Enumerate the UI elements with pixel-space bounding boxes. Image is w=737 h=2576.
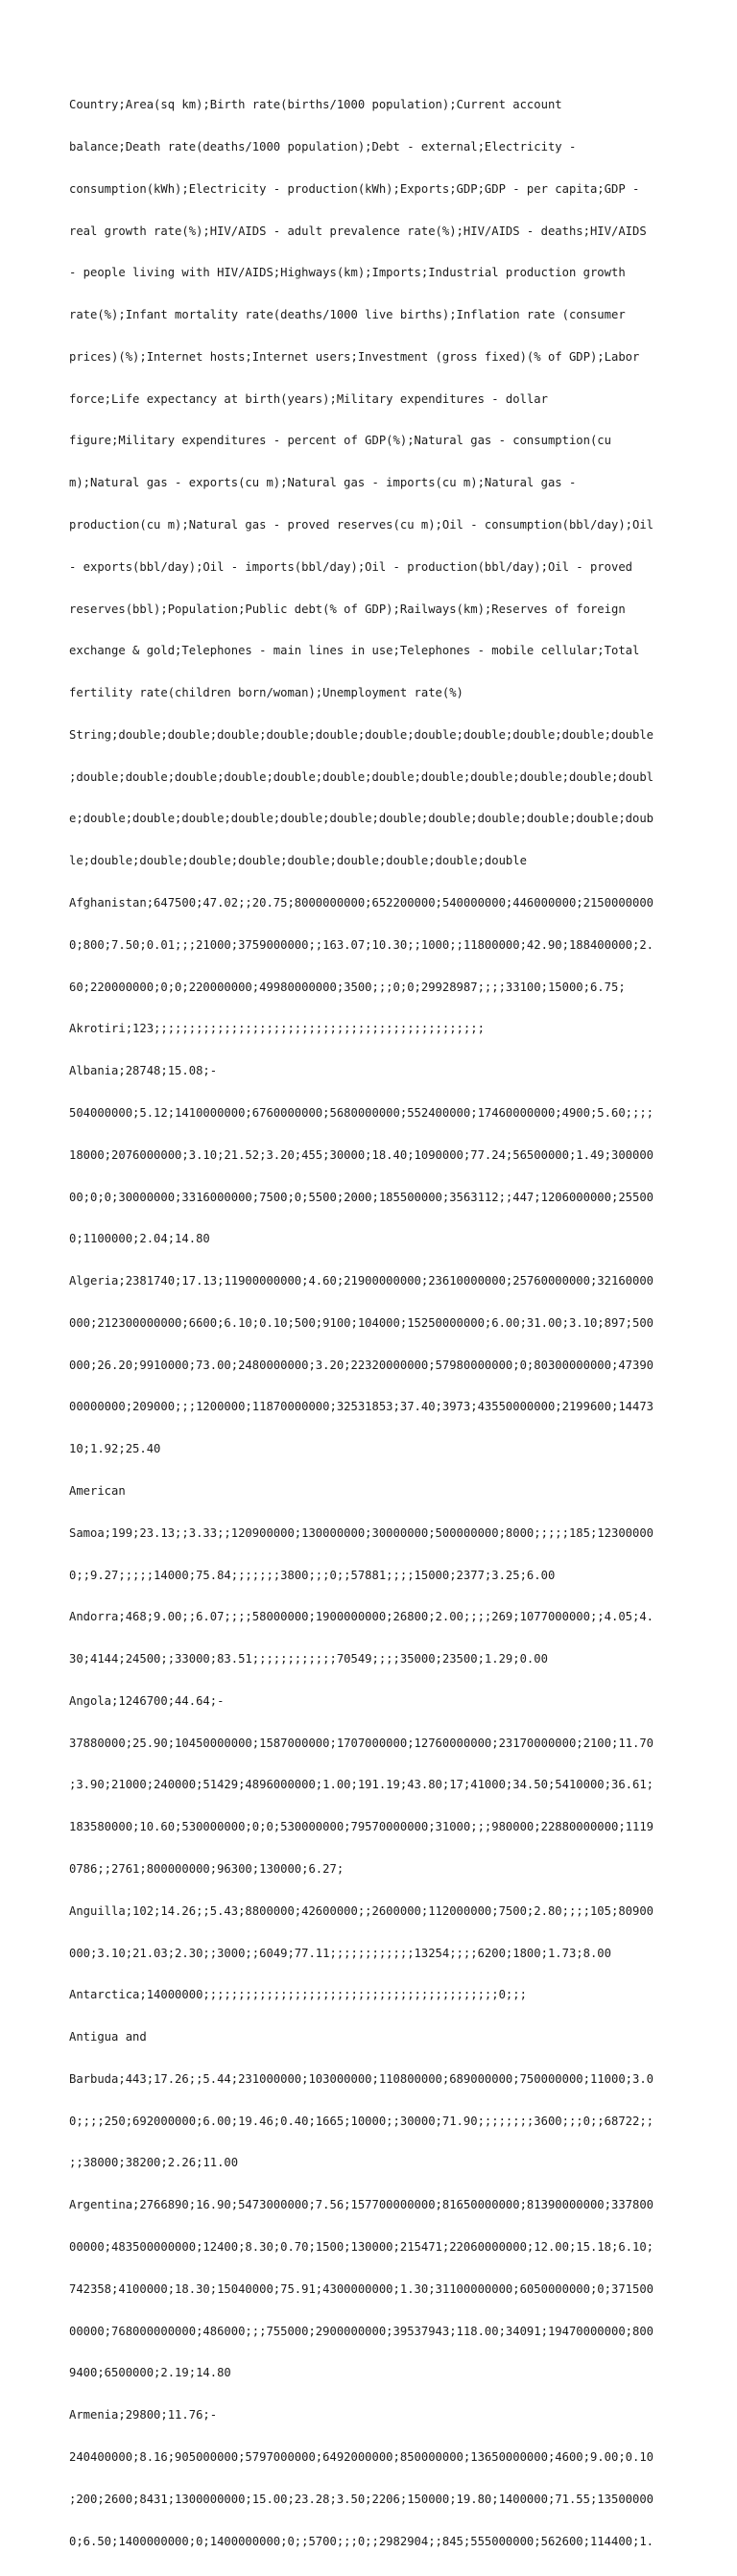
text-line: 00000000;209000;;;1200000;11870000000;32531853;37.40;3973;43550000000;2199600;14473: [69, 1400, 654, 1414]
text-line: m);Natural gas - exports(cu m);Natural gas - imports(cu m);Natural gas -: [69, 476, 577, 490]
text-line: Antigua and: [69, 2030, 147, 2044]
text-line: ;;38000;38200;2.26;11.00: [69, 2156, 239, 2170]
text-line: Albania;28748;15.08;-: [69, 1064, 218, 1078]
csv-text-block: [69, 70, 672, 2576]
text-line: 183580000;10.60;530000000;0;0;530000000;79570000000;31000;;;980000;22880000000;1119: [69, 1820, 654, 1834]
text-line: String;double;double;double;double;double;double;double;double;double;double;double: [69, 727, 654, 742]
text-line: 00;0;0;30000000;3316000000;7500;0;5500;2000;185500000;3563112;;447;1206000000;25500: [69, 1190, 654, 1204]
text-line: ;3.90;21000;240000;51429;4896000000;1.00;191.19;43.80;17;41000;34.50;5410000;36.61;: [69, 1778, 654, 1792]
text-line: exchange & gold;Telephones - main lines in use;Telephones - mobile cellular;Total: [69, 644, 640, 658]
text-line: Angola;1246700;44.64;-: [69, 1693, 225, 1708]
text-line: Samoa;199;23.13;;3.33;;120900000;130000000;30000000;500000000;8000;;;;;185;12300000: [69, 1525, 654, 1540]
text-line: Barbuda;443;17.26;;5.44;231000000;103000000;110800000;689000000;750000000;11000;3.0: [69, 2071, 654, 2086]
text-line: 60;220000000;0;0;220000000;49980000000;3500;;;0;0;29928987;;;;33100;15000;6.75;: [69, 980, 626, 994]
text-line: 00000;483500000000;12400;8.30;0.70;1500;130000;215471;22060000000;12.00;15.18;6.10;: [69, 2240, 654, 2255]
text-line: Argentina;2766890;16.90;5473000000;7.56;157700000000;81650000000;81390000000;337800: [69, 2198, 654, 2212]
text-line: 00000;768000000000;486000;;;755000;2900000000;39537943;118.00;34091;19470000000;800: [69, 2324, 654, 2338]
text-line: Algeria;2381740;17.13;11900000000;4.60;21900000000;23610000000;25760000000;32160000: [69, 1274, 654, 1288]
text-line: production(cu m);Natural gas - proved reserves(cu m);Oil - consumption(bbl/day);Oil: [69, 518, 654, 532]
text-line: 0;;;;250;692000000;6.00;19.46;0.40;1665;10000;;30000;71.90;;;;;;;;3600;;;0;;68722;;: [69, 2114, 654, 2128]
text-line: American: [69, 1483, 126, 1498]
text-line: rate(%);Infant mortality rate(deaths/1000 live births);Inflation rate (consumer: [69, 308, 626, 322]
text-line: figure;Military expenditures - percent of GDP(%);Natural gas - consumption(cu: [69, 434, 611, 448]
text-line: 0;;9.27;;;;;14000;75.84;;;;;;;3800;;;0;;57881;;;;15000;2377;3.25;6.00: [69, 1568, 556, 1582]
text-line: 000;3.10;21.03;2.30;;3000;;6049;77.11;;;;;;;;;;;;13254;;;;6200;1800;1.73;8.00: [69, 1946, 611, 1960]
text-line: - exports(bbl/day);Oil - imports(bbl/day);Oil - production(bbl/day);Oil - proved: [69, 559, 632, 574]
text-line: force;Life expectancy at birth(years);Military expenditures - dollar: [69, 391, 548, 406]
text-line: real growth rate(%);HIV/AIDS - adult prevalence rate(%);HIV/AIDS - deaths;HIV/AIDS: [69, 224, 647, 238]
text-line: prices)(%);Internet hosts;Internet users;Investment (gross fixed)(% of GDP);Labor: [69, 349, 640, 364]
text-line: e;double;double;double;double;double;double;double;double;double;double;double;doub: [69, 812, 654, 826]
text-line: consumption(kWh);Electricity - production(kWh);Exports;GDP;GDP - per capita;GDP -: [69, 181, 640, 196]
text-line: Afghanistan;647500;47.02;;20.75;8000000000;652200000;540000000;446000000;2150000000: [69, 896, 654, 910]
text-line: fertility rate(children born/woman);Unemployment rate(%): [69, 686, 464, 700]
text-line: Akrotiri;123;;;;;;;;;;;;;;;;;;;;;;;;;;;;;;;;;;;;;;;;;;;;;;;: [69, 1022, 485, 1036]
text-line: balance;Death rate(deaths/1000 population);Debt - external;Electricity -: [69, 139, 577, 154]
text-line: 000;26.20;9910000;73.00;2480000000;3.20;22320000000;57980000000;0;80300000000;47390: [69, 1358, 654, 1372]
text-line: Armenia;29800;11.76;-: [69, 2408, 218, 2422]
text-line: 0;1100000;2.04;14.80: [69, 1232, 210, 1246]
text-line: reserves(bbl);Population;Public debt(% of GDP);Railways(km);Reserves of foreign: [69, 602, 626, 616]
text-line: 30;4144;24500;;33000;83.51;;;;;;;;;;;;70549;;;;35000;23500;1.29;0.00: [69, 1652, 548, 1666]
text-line: le;double;double;double;double;double;double;double;double;double: [69, 854, 527, 868]
text-line: Anguilla;102;14.26;;5.43;8800000;42600000;;2600000;112000000;7500;2.80;;;;105;80900: [69, 1903, 654, 1918]
text-line: Antarctica;14000000;;;;;;;;;;;;;;;;;;;;;;;;;;;;;;;;;;;;;;;;;;0;;;: [69, 1988, 527, 2002]
text-line: 000;212300000000;6600;6.10;0.10;500;9100;104000;15250000000;6.00;31.00;3.10;897;500: [69, 1315, 654, 1330]
text-line: 0;6.50;1400000000;0;1400000000;0;;5700;;;0;;2982904;;845;555000000;562600;114400;1.: [69, 2534, 654, 2548]
text-line: ;double;double;double;double;double;double;double;double;double;double;double;doubl: [69, 769, 654, 784]
text-line: Country;Area(sq km);Birth rate(births/1000 population);Current account: [69, 98, 562, 112]
text-line: Andorra;468;9.00;;6.07;;;;58000000;1900000000;26800;2.00;;;;269;1077000000;;4.05;4.: [69, 1610, 654, 1624]
text-line: 10;1.92;25.40: [69, 1442, 161, 1456]
text-line: 240400000;8.16;905000000;5797000000;6492000000;850000000;13650000000;4600;9.00;0.10: [69, 2449, 654, 2464]
text-line: 0;800;7.50;0.01;;;21000;3759000000;;163.07;10.30;;1000;;11800000;42.90;188400000;2.: [69, 937, 654, 952]
text-line: 504000000;5.12;1410000000;6760000000;5680000000;552400000;17460000000;4900;5.60;;;;: [69, 1105, 654, 1120]
text-line: - people living with HIV/AIDS;Highways(km);Imports;Industrial production growth: [69, 266, 626, 280]
text-line: 0786;;2761;800000000;96300;130000;6.27;: [69, 1862, 345, 1876]
text-line: 742358;4100000;18.30;15040000;75.91;4300000000;1.30;31100000000;6050000000;0;371500: [69, 2281, 654, 2296]
text-line: 9400;6500000;2.19;14.80: [69, 2366, 231, 2380]
text-line: ;200;2600;8431;1300000000;15.00;23.28;3.50;2206;150000;19.80;1400000;71.55;13500000: [69, 2492, 654, 2506]
text-line: 18000;2076000000;3.10;21.52;3.20;455;30000;18.40;1090000;77.24;56500000;1.49;300000: [69, 1147, 654, 1162]
text-line: 37880000;25.90;10450000000;1587000000;1707000000;12760000000;23170000000;2100;11.70: [69, 1736, 654, 1750]
